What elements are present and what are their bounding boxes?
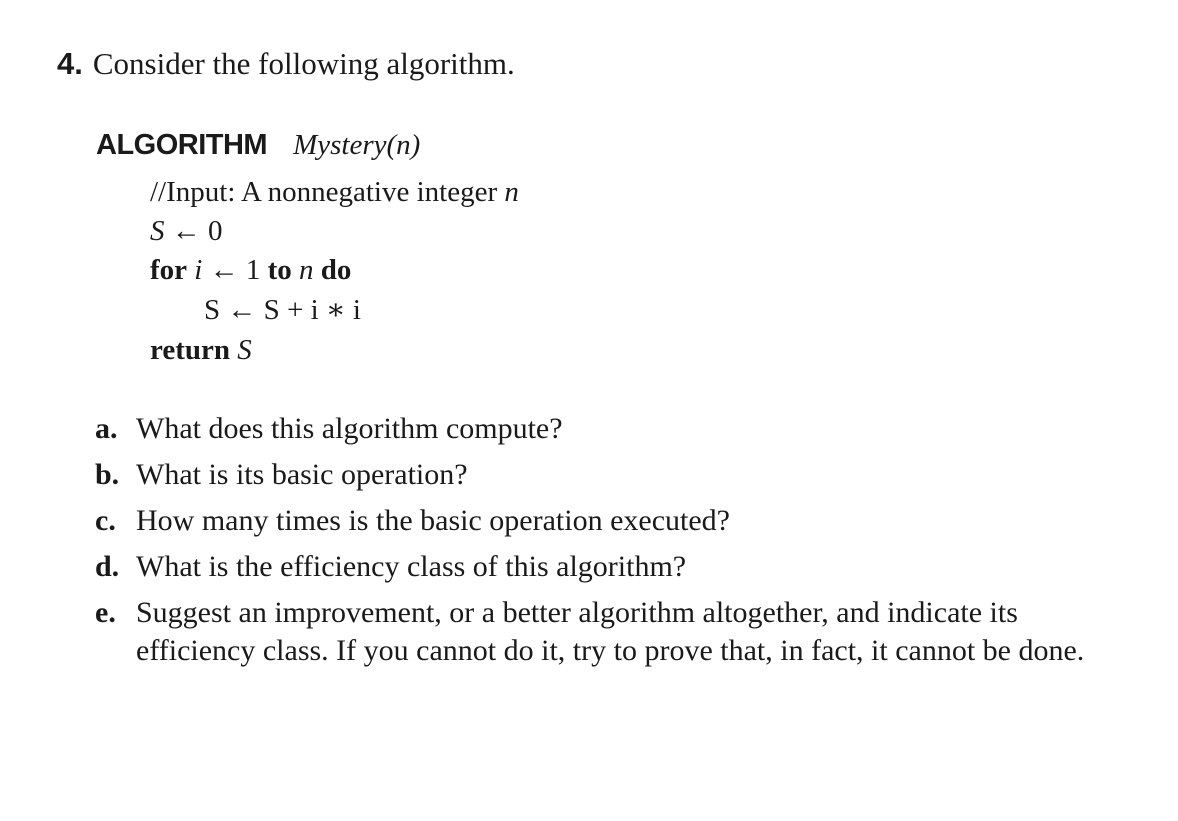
- for-mid: ← 1: [209, 254, 268, 286]
- comment-text: //Input: A nonnegative integer: [150, 176, 505, 208]
- question-text: What does this algorithm compute?: [136, 412, 563, 445]
- question-text: What is the efficiency class of this algorithm?: [136, 550, 687, 583]
- question-text: What is its basic operation?: [136, 458, 468, 491]
- question-letter: a.: [95, 412, 118, 445]
- algorithm-name: Mystery(n): [293, 129, 421, 161]
- question-letter: b.: [95, 458, 120, 491]
- problem-header: [57, 44, 515, 84]
- algorithm-title: [96, 126, 420, 164]
- algorithm-keyword: ALGORITHM: [96, 129, 268, 161]
- return-keyword: return: [150, 334, 231, 366]
- init-var: S: [150, 215, 165, 247]
- question-letter: e.: [95, 596, 116, 629]
- do-keyword: do: [320, 254, 352, 286]
- init-rest: ← 0: [164, 215, 223, 247]
- body-lhs: S: [204, 294, 221, 326]
- comment-var: n: [504, 176, 519, 208]
- question-letter: c.: [95, 504, 116, 537]
- question-item-a: [95, 410, 1135, 448]
- body-arrow: ←: [220, 294, 264, 326]
- problem-prompt: Consider the following algorithm.: [92, 46, 515, 81]
- for-var: i: [187, 254, 210, 286]
- return-var: S: [230, 334, 252, 366]
- code-return-line: [150, 331, 252, 369]
- code-init-line: [150, 212, 223, 250]
- question-item-b: [95, 456, 1135, 494]
- question-text: How many times is the basic operation executed?: [136, 504, 730, 537]
- question-item-d: [95, 548, 1135, 586]
- body-rhs: S + i ∗ i: [263, 294, 361, 326]
- question-text: Suggest an improvement, or a better algorithm altogether, and indicate its efficiency class. If you cannot do it, try to prove that, in fact, it cannot be done.: [136, 596, 1085, 667]
- to-var: n: [291, 254, 321, 286]
- question-item-c: [95, 502, 1135, 540]
- for-keyword: for: [150, 254, 188, 286]
- question-list: [95, 410, 1135, 678]
- code-body-line: [204, 291, 361, 329]
- problem-number: 4.: [57, 46, 83, 81]
- code-for-line: [150, 251, 351, 289]
- question-letter: d.: [95, 550, 120, 583]
- to-keyword: to: [267, 254, 292, 286]
- question-item-e: [95, 594, 1135, 670]
- code-comment-line: [150, 173, 519, 211]
